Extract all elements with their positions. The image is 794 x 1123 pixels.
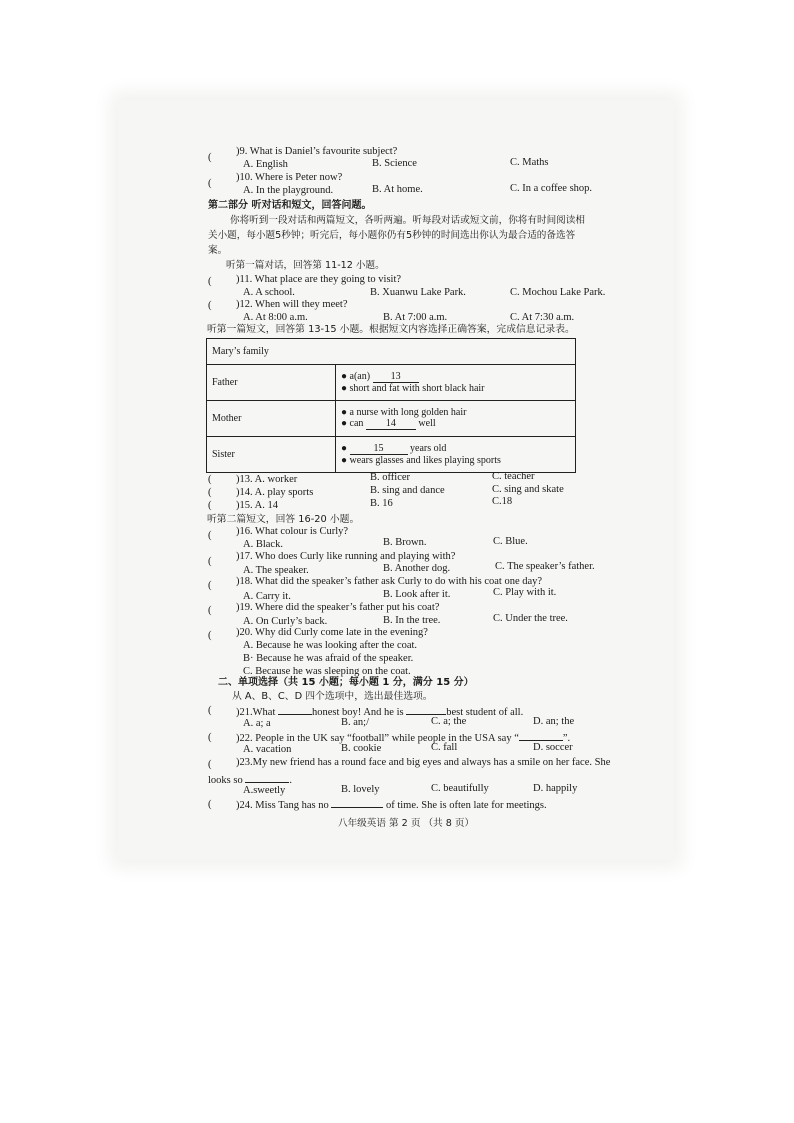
- part2-instruction: 案。: [208, 245, 228, 256]
- q17-option-b: B. Another dog.: [383, 563, 451, 574]
- q10-option-a: A. In the playground.: [243, 185, 334, 196]
- father-line2: ● short and fat with short black hair: [341, 383, 485, 394]
- q10-option-c: C. In a coffee shop.: [510, 183, 593, 194]
- q14-option-b: B. sing and dance: [370, 485, 445, 496]
- q21-option-c: C. a; the: [431, 716, 467, 727]
- q21-stem-part2: honest boy! And he is: [312, 707, 404, 718]
- q22-blank: [519, 730, 563, 741]
- q21-blank-2: [406, 704, 446, 715]
- part2-title: 第二部分 听对话和短文，回答问题。: [208, 200, 372, 211]
- q24-stem: [236, 797, 547, 812]
- father-line1-prefix: ● a(an): [341, 371, 371, 382]
- paren: (: [208, 556, 212, 567]
- q19-option-a: A. On Curly’s back.: [243, 616, 328, 627]
- q16-option-b: B. Brown.: [383, 537, 427, 548]
- paren: (: [208, 276, 212, 287]
- q11-option-b: B. Xuanwu Lake Park.: [370, 287, 466, 298]
- q17-stem: )17. Who does Curly like running and playing with?: [236, 551, 456, 562]
- q22-option-b: B. cookie: [341, 743, 382, 754]
- paren: (: [208, 487, 212, 498]
- q13-option-c: C. teacher: [492, 471, 535, 482]
- page-footer: 八年级英语 第 2 页 （共 8 页）: [338, 818, 475, 829]
- q9-option-b: B. Science: [372, 158, 417, 169]
- paren: (: [208, 732, 212, 743]
- q11-option-a: A. A school.: [243, 287, 295, 298]
- q19-option-c: C. Under the tree.: [493, 613, 568, 624]
- father-cell: [336, 365, 576, 401]
- q15-stem: )15. A. 14: [236, 500, 278, 511]
- q22-option-a: A. vacation: [243, 744, 292, 755]
- paren: (: [208, 630, 212, 641]
- paren: (: [208, 500, 212, 511]
- q22-option-c: C. fall: [431, 742, 458, 753]
- q22-stem: [236, 730, 570, 745]
- q21-option-a: A. a; a: [243, 718, 271, 729]
- q12-option-c: C. At 7:30 a.m.: [510, 312, 575, 323]
- q9-option-a: A. English: [243, 159, 288, 170]
- paren: (: [208, 605, 212, 616]
- q18-stem: )18. What did the speaker’s father ask Curly to do with his coat one day?: [236, 576, 543, 587]
- q22-option-d: D. soccer: [533, 742, 573, 753]
- q24-blank: [331, 797, 383, 808]
- paren: (: [208, 300, 212, 311]
- q13-option-b: B. officer: [370, 472, 411, 483]
- q23-option-c: C. beautifully: [431, 783, 489, 794]
- paren: (: [208, 530, 212, 541]
- sister-label: Sister: [207, 437, 336, 473]
- q21-blank-1: [278, 704, 312, 715]
- q12-option-b: B. At 7:00 a.m.: [383, 312, 448, 323]
- q11-option-c: C. Mochou Lake Park.: [510, 287, 606, 298]
- q23-stem-part2: looks so: [208, 775, 243, 786]
- mother-line2-suffix: well: [418, 418, 436, 429]
- q21-stem-part3: best student of all.: [446, 707, 524, 718]
- q10-option-b: B. At home.: [372, 184, 423, 195]
- q18-option-c: C. Play with it.: [493, 587, 557, 598]
- q11-stem: )11. What place are they going to visit?: [236, 274, 402, 285]
- mother-line2-prefix: ● can: [341, 418, 364, 429]
- paren: (: [208, 759, 212, 770]
- part2-instruction: 关小题，每小题5秒钟；听完后，每小题你仍有5秒钟的时间选出你认为最合适的备选答: [208, 230, 576, 241]
- q9-option-c: C. Maths: [510, 157, 549, 168]
- q18-option-b: B. Look after it.: [383, 589, 451, 600]
- q20-option-a: A. Because he was looking after the coat.: [243, 640, 418, 651]
- mary-family-table: [206, 338, 576, 473]
- q17-option-c: C. The speaker’s father.: [495, 561, 595, 572]
- sister-line2: ● wears glasses and likes playing sports: [341, 455, 501, 466]
- paren: (: [208, 152, 212, 163]
- paren: (: [208, 178, 212, 189]
- q15-option-b: B. 16: [370, 498, 393, 509]
- section2-title: 二、单项选择（共 15 小题；每小题 1 分，满分 15 分）: [218, 677, 474, 688]
- q19-option-b: B. In the tree.: [383, 615, 441, 626]
- q9-stem: )9. What is Daniel’s favourite subject?: [236, 146, 398, 157]
- q12-stem: )12. When will they meet?: [236, 299, 348, 310]
- paren: (: [208, 705, 212, 716]
- q23-stem-part1: )23.My new friend has a round face and big eyes and always has a smile on her face. She: [236, 757, 611, 768]
- blank-14: 14: [366, 418, 416, 430]
- q23-option-b: B. lovely: [341, 784, 380, 795]
- q20-stem: )20. Why did Curly come late in the evening?: [236, 627, 428, 638]
- q21-option-b: B. an;/: [341, 717, 369, 728]
- q13-stem: )13. A. worker: [236, 474, 298, 485]
- sister-cell: [336, 437, 576, 473]
- q22-stem-part2: ”.: [562, 733, 571, 744]
- q10-stem: )10. Where is Peter now?: [236, 172, 343, 183]
- q24-stem-part2: of time. She is often late for meetings.: [385, 800, 547, 811]
- q20-option-b: B· Because he was afraid of the speaker.: [243, 653, 414, 664]
- q17-option-a: A. The speaker.: [243, 565, 309, 576]
- mother-line1: ● a nurse with long golden hair: [341, 407, 467, 418]
- paren: (: [208, 799, 212, 810]
- q16-option-c: C. Blue.: [493, 536, 528, 547]
- q21-option-d: D. an; the: [533, 716, 575, 727]
- mother-label: Mother: [207, 401, 336, 437]
- blank-15: 15: [350, 443, 408, 455]
- q16-option-a: A. Black.: [243, 539, 283, 550]
- q22-stem-part1: )22. People in the UK say “football” while people in the USA say “: [236, 733, 519, 744]
- dialog-heading: 听第一篇对话，回答第 11-12 小题。: [226, 260, 385, 271]
- q12-option-a: A. At 8:00 a.m.: [243, 312, 308, 323]
- father-label: Father: [207, 365, 336, 401]
- q23-blank: [245, 772, 289, 783]
- q23-option-a: A.sweetly: [243, 785, 286, 796]
- q14-option-c: C. sing and skate: [492, 484, 564, 495]
- part2-instruction: 你将听到一段对话和两篇短文，各听两遍。听每段对话或短文前，你将有时间阅读相: [230, 215, 585, 226]
- passage2-heading: 听第二篇短文，回答 16-20 小题。: [207, 514, 360, 525]
- q15-option-c: C.18: [492, 496, 513, 507]
- section2-instruction: 从 A、B、C、D 四个选项中，选出最佳选项。: [232, 691, 433, 702]
- blank-13: 13: [373, 371, 419, 383]
- mother-cell: [336, 401, 576, 437]
- paren: (: [208, 474, 212, 485]
- sister-line1-prefix: ●: [341, 443, 348, 454]
- q21-stem: [236, 704, 523, 719]
- paren: (: [208, 580, 212, 591]
- table-header: Mary’s family: [207, 339, 576, 365]
- q18-option-a: A. Carry it.: [243, 591, 291, 602]
- q14-stem: )14. A. play sports: [236, 487, 314, 498]
- q16-stem: )16. What colour is Curly?: [236, 526, 349, 537]
- q23-option-d: D. happily: [533, 783, 578, 794]
- q19-stem: )19. Where did the speaker’s father put his coat?: [236, 602, 440, 613]
- passage1-heading: 听第一篇短文，回答第 13-15 小题。根据短文内容选择正确答案，完成信息记录表。: [207, 324, 575, 335]
- q24-stem-part1: )24. Miss Tang has no: [236, 800, 329, 811]
- q20-option-c: C. Because he was sleeping on the coat.: [243, 666, 411, 677]
- sister-line1-suffix: years old: [410, 443, 447, 454]
- q21-stem-part1: )21.What: [236, 707, 276, 718]
- q23-stem-part3: .: [289, 775, 292, 786]
